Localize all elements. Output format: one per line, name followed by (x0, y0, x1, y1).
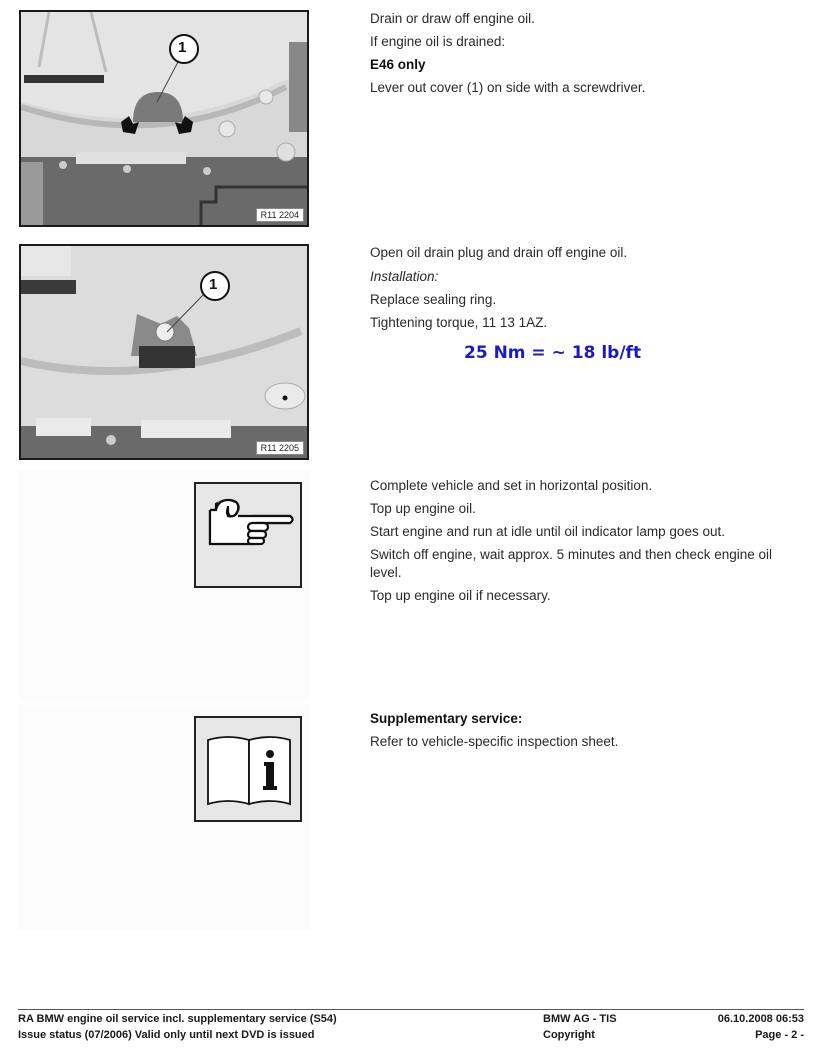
supplementary-heading: Supplementary service: (370, 711, 523, 726)
footer-publisher: BMW AG - TIS (543, 1013, 617, 1025)
section-1-text (370, 10, 645, 97)
step-text: Start engine and run at idle until oil indicator lamp goes out. (370, 524, 725, 539)
callout-number: 1 (209, 276, 218, 293)
figure-reference: R11 2205 (256, 441, 304, 455)
footer-issue-status: Issue status (07/2006) Valid only until next DVD is issued (18, 1029, 315, 1041)
callout-number: 1 (178, 39, 187, 56)
model-note: E46 only (370, 57, 426, 72)
footer-page-number: Page - 2 - (755, 1029, 804, 1041)
section-3-text (370, 477, 790, 605)
footer-timestamp: 06.10.2008 06:53 (717, 1013, 804, 1025)
engine-underbody-photo (21, 12, 307, 225)
step-text: Tightening torque, 11 13 1AZ. (370, 315, 548, 330)
info-book-icon (196, 718, 300, 820)
step-text: Drain or draw off engine oil. (370, 11, 535, 26)
step-text: Top up engine oil if necessary. (370, 588, 551, 603)
installation-heading: Installation: (370, 269, 439, 284)
step-text: Lever out cover (1) on side with a screwdriver. (370, 80, 646, 95)
torque-annotation: 25 Nm = ~ 18 lb/ft (464, 343, 642, 363)
footer-copyright: Copyright (543, 1029, 595, 1041)
step-text: Switch off engine, wait approx. 5 minutes and then check engine oil level. (370, 547, 773, 580)
step-text: Complete vehicle and set in horizontal position. (370, 478, 653, 493)
figure-reference: R11 2204 (256, 208, 304, 222)
drain-plug-photo (21, 246, 307, 458)
pointing-hand-icon (196, 484, 300, 586)
step-text: Refer to vehicle-specific inspection sheet. (370, 734, 619, 749)
section-4-text (370, 710, 618, 751)
step-text: Open oil drain plug and drain off engine oil. (370, 245, 628, 260)
footer-document-title: RA BMW engine oil service incl. supplementary service (S54) (18, 1013, 337, 1025)
step-text: Replace sealing ring. (370, 292, 497, 307)
step-text: If engine oil is drained: (370, 34, 506, 49)
figure-oil-drain-plug (19, 244, 309, 460)
note-symbol-box (194, 482, 302, 588)
info-symbol-box (194, 716, 302, 822)
section-2-text (370, 244, 627, 332)
footer-divider (18, 1009, 804, 1010)
step-text: Top up engine oil. (370, 501, 476, 516)
figure-oil-pan-cover (19, 10, 309, 227)
